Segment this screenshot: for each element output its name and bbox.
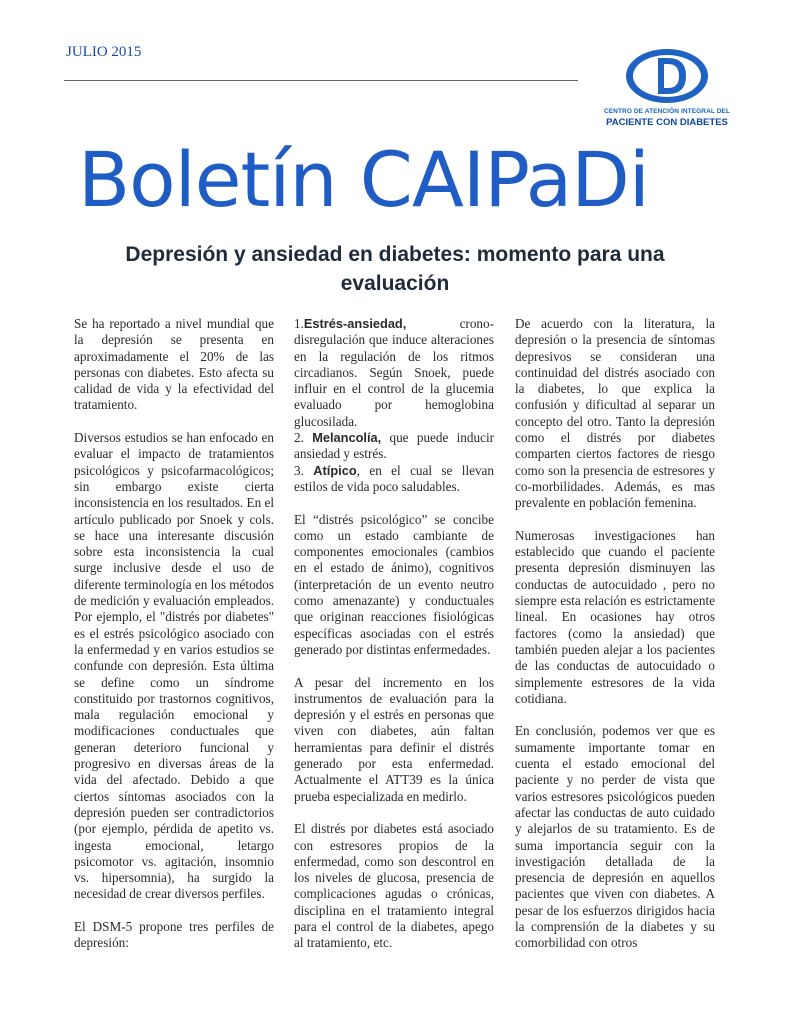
- header-divider: [64, 80, 578, 81]
- profile-term: Estrés-ansiedad,: [303, 316, 407, 331]
- profile-term: Atípico: [313, 462, 357, 478]
- profile-description: que puede inducir ansiedad y estrés.: [294, 430, 494, 462]
- paragraph: De acuerdo con la literatura, la depresión o la presencia de síntomas depresivos se consideran una continuidad del distrés asociado con la diabetes, lo que explica la confusión y dificultad al separar un concepto del otro. Tanto la depresión como el distrés por diabetes comparten ciertos factores de riesgo como son la presencia de estresores y co-morbilidades. Además, es mas prevalente en población femenina.: [515, 316, 715, 511]
- profile-term: Melancolía,: [312, 430, 382, 446]
- paragraph: A pesar del incremento en los instrumentos de evaluación para la depresión y el estrés en personas que viven con diabetes, aún faltan herramientas para definir el distrés generado por esta enfermedad. Actualmente el ATT39 es la única prueba especializada en medirlo.: [294, 674, 494, 804]
- logo-name: PACIENTE CON DIABETES: [606, 117, 728, 128]
- caipadi-logo: [600, 46, 740, 136]
- paragraph: El “distrés psicológico” se concibe como un estado cambiante de componentes emocionales (cambios en el estado de ánimo), cognitivos (interpretación de un evento neutro como amenazante) y conductuales que originan reacciones fisiológicas específicas asociadas con el estrés generado por distintas enfermedades.: [294, 511, 494, 657]
- logo-subtitle: CENTRO DE ATENCIÓN INTEGRAL DEL: [603, 108, 731, 115]
- profile-list: [294, 316, 494, 495]
- paragraph: Diversos estudios se han enfocado en evaluar el impacto de tratamientos psicológicos y psicofarmacológicos; sin embargo existe cierta inconsistencia en los resultados. En el artículo publicado por Snoek y cols. se hace una interesante discusión sobre esta inconsistencia la cual surge inclusive desde el uso de diferente terminología en los métodos de medición y evaluación empleados. Por ejemplo, el "distrés por diabetes" es el estrés psicológico asociado con la enfermedad y en varios estudios se confunde con depresión. Esta última se define como un síndrome constituido por trastornos cognitivos, mala regulación emocional y modificaciones conductuales que generan deterioro funcional y progresivo en diversas áreas de la vida del afectado. Debido a que ciertos síntomas asociados con la depresión pueden ser contradictorios (por ejemplo, pérdida de apetito vs. ingesta emocional, letargo psicomotor vs. agitación, insomnio vs. hipersomnia), ha surgido la necesidad de crear diversos perfiles.: [74, 430, 274, 902]
- paragraph: Numerosas investigaciones han establecido que cuando el paciente presenta depresión disminuyen las conductas de autocuidado , pero no siempre esta relación es estrictamente lineal. En ocasiones hay otros factores (como la ansiedad) que también pueden alejar a los pacientes de las conductas de autocuidado o simplemente estresores de la vida cotidiana.: [515, 527, 715, 706]
- list-number: 1.: [294, 316, 304, 331]
- profile-description: crono-disregulación que induce alteraciones en la regulación de los ritmos circadianos. Según Snoek, puede influir en el control de la glucemia evaluado por hemoglobina glucosilada.: [294, 316, 494, 429]
- paragraph: El distrés por diabetes está asociado con estresores propios de la enfermedad, como son descontrol en los niveles de glucosa, presencia de complicaciones agudas o crónicas, disciplina en el tratamiento integral para el control de la diabetes, apego al tratamiento, etc.: [294, 821, 494, 951]
- issue-date: JULIO 2015: [66, 44, 142, 60]
- list-number: 3.: [294, 462, 314, 478]
- article-column-3: [515, 316, 715, 968]
- logo-d-emblem-icon: [624, 46, 710, 106]
- newsletter-title: Boletín CAIPaDi: [78, 135, 649, 224]
- article-column-2: [294, 316, 494, 968]
- spacer: [294, 495, 494, 511]
- article-headline: Depresión y ansiedad en diabetes: momento para una evaluación: [125, 243, 665, 295]
- paragraph: En conclusión, podemos ver que es sumamente importante tomar en cuenta el estado emocional del paciente y no perder de vista que varios estresores psicológicos pueden afectar las conductas de auto cuidado y alejarlos de su tratamiento. Es de suma importancia seguir con la investigación detallada de la presencia de depresión en aquellos pacientes que viven con diabetes. A pesar de los esfuerzos dirigidos hacia la comprensión de la diabetes y su comorbilidad con otros: [515, 723, 715, 951]
- paragraph: Se ha reportado a nivel mundial que la depresión se presenta en aproximadamente el 20% de las personas con diabetes. Esto afecta su calidad de vida y la efectividad del tratamiento.: [74, 316, 274, 413]
- list-number: 2.: [294, 430, 313, 446]
- paragraph: El DSM-5 propone tres perfiles de depresión:: [74, 918, 274, 951]
- profile-description: , en el cual se llevan estilos de vida poco saludables.: [294, 462, 495, 494]
- article-column-1: [74, 316, 274, 968]
